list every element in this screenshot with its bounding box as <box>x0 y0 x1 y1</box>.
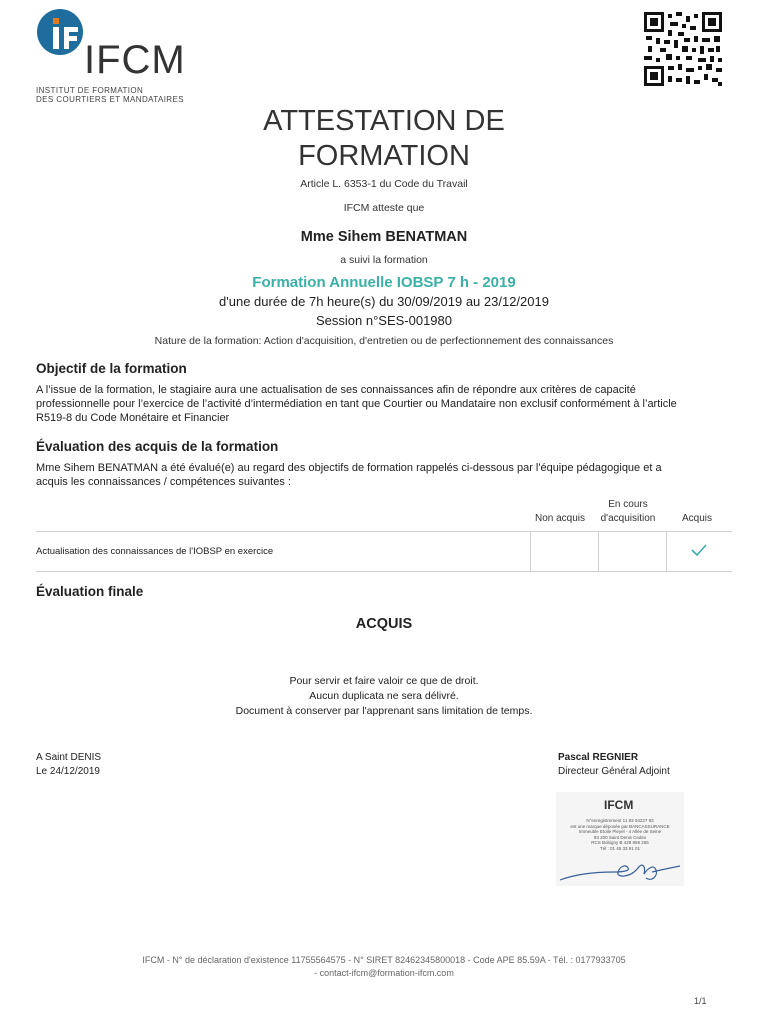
signer-block <box>558 751 670 779</box>
closing-statement <box>0 674 768 719</box>
followed-text: a suivi la formation <box>340 254 428 266</box>
evaluation-heading: Évaluation des acquis de la formation <box>36 439 279 454</box>
footer-line1: IFCM - N° de déclaration d'existence 11755564575 - N° SIRET 82462345800018 - Code APE 85.59A - Tél. : 0177933705 <box>142 955 626 965</box>
closing-line3: Document à conserver par l'apprenant sans limitation de temps. <box>235 705 533 717</box>
logo-subtitle <box>36 86 184 104</box>
footer-line2: - contact-ifcm@formation-ifcm.com <box>314 968 454 978</box>
signer-name: Pascal REGNIER <box>558 752 639 763</box>
column-header-en-cours <box>594 498 662 526</box>
document-title <box>0 104 768 174</box>
signer-role: Directeur Général Adjoint <box>558 766 670 777</box>
page-number: 1/1 <box>694 996 707 1006</box>
qr-code <box>644 12 722 86</box>
company-stamp <box>556 792 684 886</box>
objective-heading: Objectif de la formation <box>36 361 187 376</box>
place-date-value: Le 24/12/2019 <box>36 766 100 777</box>
place-city: A Saint DENIS <box>36 752 102 763</box>
signature-scribble <box>556 842 684 886</box>
table-row <box>36 532 732 572</box>
column-header-acquis: Acquis <box>681 513 712 524</box>
evaluation-line1: Mme Sihem BENATMAN a été évalué(e) au regard des objectifs de formation rappelés ci-dessous par l'équipe pédagogique et a <box>36 462 662 474</box>
trainee-name: Mme Sihem BENATMAN <box>300 229 468 245</box>
column-header-non-acquis: Non acquis <box>534 513 586 524</box>
objective-line1: A l’issue de la formation, le stagiaire aura une actualisation de ses connaissances afin de répondre aux critères de capacité <box>36 384 636 396</box>
evaluation-table <box>36 531 732 572</box>
stamp-line6: Tél : 01 45 33 91 01 <box>599 845 641 851</box>
attests-text: IFCM atteste que <box>343 202 425 214</box>
stamp-line2: est une marque déposée par BANCASSURANCE <box>570 823 670 829</box>
evaluation-line2: acquis les connaissances / compétences suivantes : <box>36 476 291 488</box>
article-reference: Article L. 6353-1 du Code du Travail <box>300 178 468 190</box>
cell-acquis <box>666 532 732 572</box>
footer <box>0 954 768 980</box>
ifcm-logo <box>36 8 206 104</box>
place-date <box>36 751 101 779</box>
competence-label: Actualisation des connaissances de l'IOBSP en exercice <box>36 532 530 572</box>
closing-line1: Pour servir et faire valoir ce que de droit. <box>289 675 479 687</box>
logo-subtitle-line1: INSTITUT DE FORMATION <box>36 86 144 95</box>
column-header-en-cours-line2: d'acquisition <box>600 513 656 524</box>
final-result: ACQUIS <box>355 616 413 632</box>
ifcm-logo-icon <box>36 8 86 58</box>
objective-line2: professionnelle pour l’exercice de l’activité d’intermédiation en tant que Courtier ou Mandataire non exclusif conformément à l’article <box>36 398 677 410</box>
final-evaluation-heading: Évaluation finale <box>36 584 144 599</box>
title-line1: ATTESTATION DE <box>263 105 505 137</box>
evaluation-text <box>36 461 736 489</box>
formation-title: Formation Annuelle IOBSP 7 h - 2019 <box>252 274 516 291</box>
logo-name: IFCM <box>84 38 186 82</box>
stamp-line3: Immeuble Etoile Pleyel - 4 Allée de Seine <box>578 829 662 834</box>
session-number: Session n°SES-001980 <box>315 313 452 328</box>
formation-nature: Nature de la formation: Action d'acquisition, d'entretien ou de perfectionnement des connaissances <box>154 335 614 347</box>
objective-line3: R519-8 du Code Monétaire et Financier <box>36 412 230 424</box>
stamp-line5: RCS Bobigny B 428 859 265 <box>591 840 649 845</box>
cell-en-cours <box>598 532 666 572</box>
logo-subtitle-line2: DES COURTIERS ET MANDATAIRES <box>36 95 184 104</box>
column-header-en-cours-line1: En cours <box>608 499 648 510</box>
formation-duration: d'une durée de 7h heure(s) du 30/09/2019 au 23/12/2019 <box>219 294 549 309</box>
cell-non-acquis <box>530 532 598 572</box>
stamp-logo: IFCM <box>604 798 634 812</box>
stamp-line1: N°enregistrement 11 93 04227 93 <box>586 818 654 823</box>
objective-text <box>36 383 736 425</box>
title-line2: FORMATION <box>298 140 470 172</box>
closing-line2: Aucun duplicata ne sera délivré. <box>309 690 459 702</box>
check-icon <box>690 543 708 557</box>
stamp-line4: 93 200 Saint Denis Cedex <box>593 834 647 840</box>
